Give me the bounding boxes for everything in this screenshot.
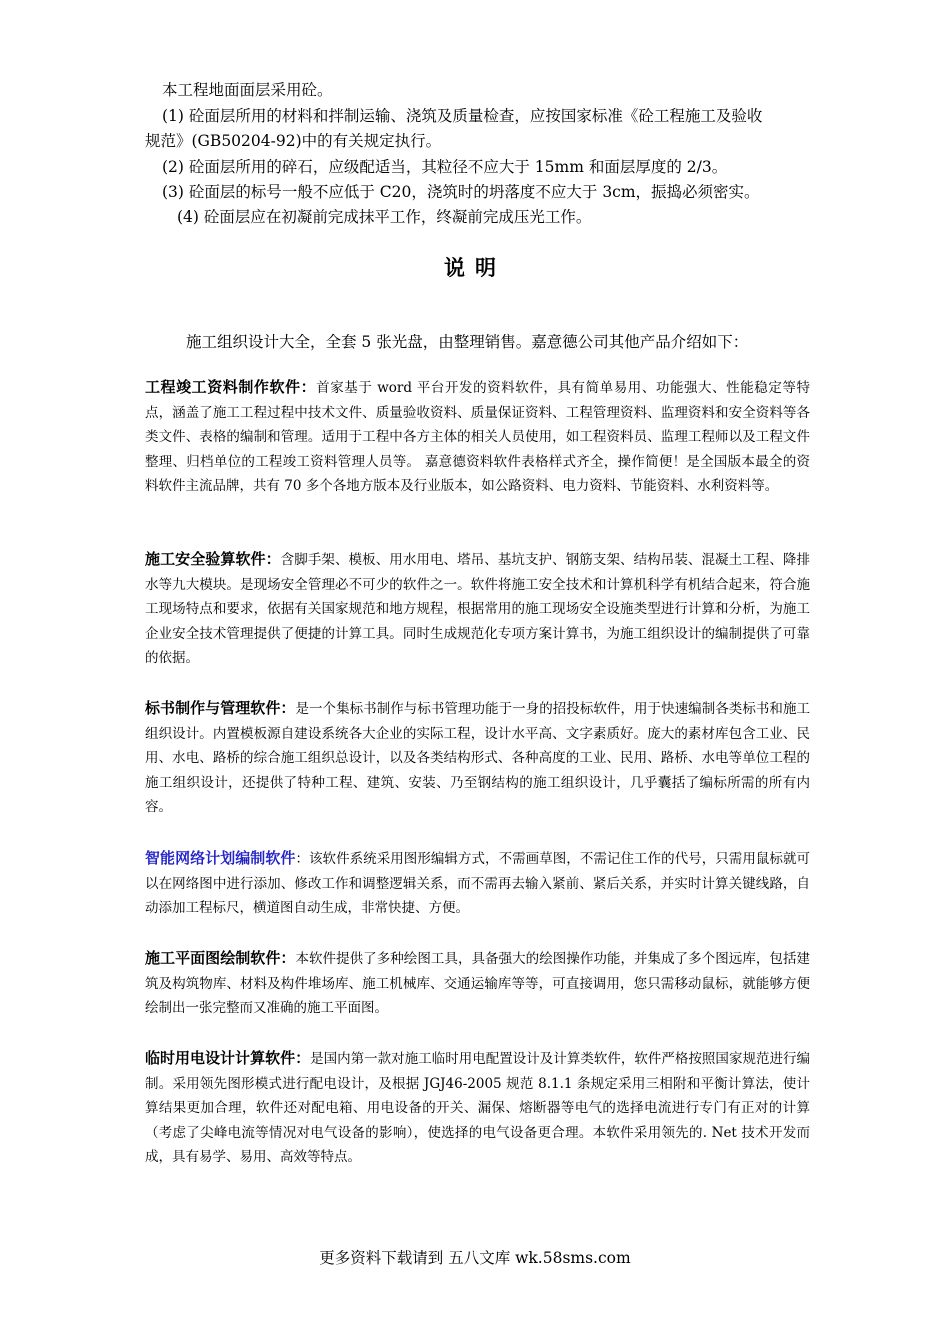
product-name: 标书制作与管理软件：: [145, 699, 296, 717]
product-paragraph: [145, 846, 810, 921]
text-line: (4) 砼面层应在初凝前完成抹平工作，终凝前完成压光工作。: [177, 208, 592, 226]
text-line: 规范》(GB50204-92)中的有关规定执行。: [145, 132, 442, 150]
product-paragraph: [145, 547, 810, 671]
text-line: (1) 砼面层所用的材料和拌制运输、浇筑及质量检查，应按国家标准《砼工程施工及验收: [162, 107, 763, 125]
product-description: 是国内第一款对施工临时用电配置设计及计算类软件，软件严格按照国家规范进行编制。采用领先图形模式进行配电设计，及根据 JGJ46-2005 规范 8.1.1 条规定采用三相附和平衡计算法，使计算结果更加合理，软件还对配电箱、用电设备的开关、漏保、熔断器等电气的选择电流进行专门有正对的计算（考虑了尖峰电流等情况对电气设备的影响），使选择的电气设备更合理。本软件采用领先的. Net 技术开发而成，具有易学、易用、高效等特点。: [145, 1051, 810, 1165]
product-description: 是一个集标书制作与标书管理功能于一身的招投标软件，用于快速编制各类标书和施工组织设计。内置模板源自建设系统各大企业的实际工程，设计水平高、文字素质好。庞大的素材库包含工业、民用、水电、路桥的综合施工组织总设计，以及各类结构形式、各种高度的工业、民用、路桥、水电等单位工程的施工组织设计，还提供了特种工程、建筑、安装、乃至钢结构的施工组织设计，几乎囊括了编标所需的所有内容。: [145, 701, 810, 815]
product-description: 本软件提供了多种绘图工具，具备强大的绘图操作功能，并集成了多个图远库，包括建筑及构筑物库、材料及构件堆场库、施工机械库、交通运输库等等，可直接调用，您只需移动鼠标，就能够方便绘制出一张完整而又准确的施工平面图。: [145, 951, 810, 1016]
product-description: ：该软件系统采用图形编辑方式，不需画草图，不需记住工作的代号，只需用鼠标就可以在网络图中进行添加、修改工作和调整逻辑关系，而不需再去输入紧前、紧后关系，并实时计算关键线路，自动添加工程标尺，横道图自动生成，非常快捷、方便。: [145, 851, 810, 916]
section-title: 说明: [444, 256, 506, 280]
text-line: (2) 砼面层所用的碎石，应级配适当，其粒径不应大于 15mm 和面层厚度的 2/3。: [162, 158, 728, 176]
product-name: 施工安全验算软件：: [145, 550, 281, 568]
product-paragraph: [145, 375, 810, 499]
product-paragraph: [145, 1046, 810, 1170]
product-name: 工程竣工资料制作软件：: [145, 378, 317, 396]
product-name-link[interactable]: 智能网络计划编制软件: [145, 849, 296, 867]
product-paragraph: [145, 946, 810, 1021]
product-name: 施工平面图绘制软件：: [145, 949, 296, 967]
intro-paragraph: 施工组织设计大全，全套 5 张光盘，由整理销售。嘉意德公司其他产品介绍如下：: [186, 333, 749, 351]
product-description: 含脚手架、模板、用水用电、塔吊、基坑支护、钢筋支架、结构吊装、混凝土工程、降排水等九大模块。是现场安全管理必不可少的软件之一。软件将施工安全技术和计算机科学有机结合起来，符合施工现场特点和要求，依据有关国家规范和地方规程，根据常用的施工现场安全设施类型进行计算和分析，为施工企业安全技术管理提供了便捷的计算工具。同时生成规范化专项方案计算书，为施工组织设计的编制提供了可靠的依据。: [145, 552, 810, 666]
text-line: 本工程地面面层采用砼。: [162, 81, 333, 99]
page-footer: 更多资料下载请到 五八文库 wk.58sms.com: [319, 1249, 631, 1267]
text-line: (3) 砼面层的标号一般不应低于 C20，浇筑时的坍落度不应大于 3cm，振捣必须密实。: [162, 183, 760, 201]
product-description: 首家基于 word 平台开发的资料软件，具有简单易用、功能强大、性能稳定等特点，涵盖了施工工程过程中技术文件、质量验收资料、质量保证资料、工程管理资料、监理资料和安全资料等各类文件、表格的编制和管理。适用于工程中各方主体的相关人员使用，如工程资料员、监理工程师以及工程文件整理、归档单位的工程竣工资料管理人员等。 嘉意德资料软件表格样式齐全，操作简便！是全国版本最全的资料软件主流品牌，共有 70 多个各地方版本及行业版本，如公路资料、电力资料、节能资料、水利资料等。: [145, 380, 810, 494]
product-paragraph: [145, 696, 810, 820]
product-name: 临时用电设计计算软件：: [145, 1049, 311, 1067]
